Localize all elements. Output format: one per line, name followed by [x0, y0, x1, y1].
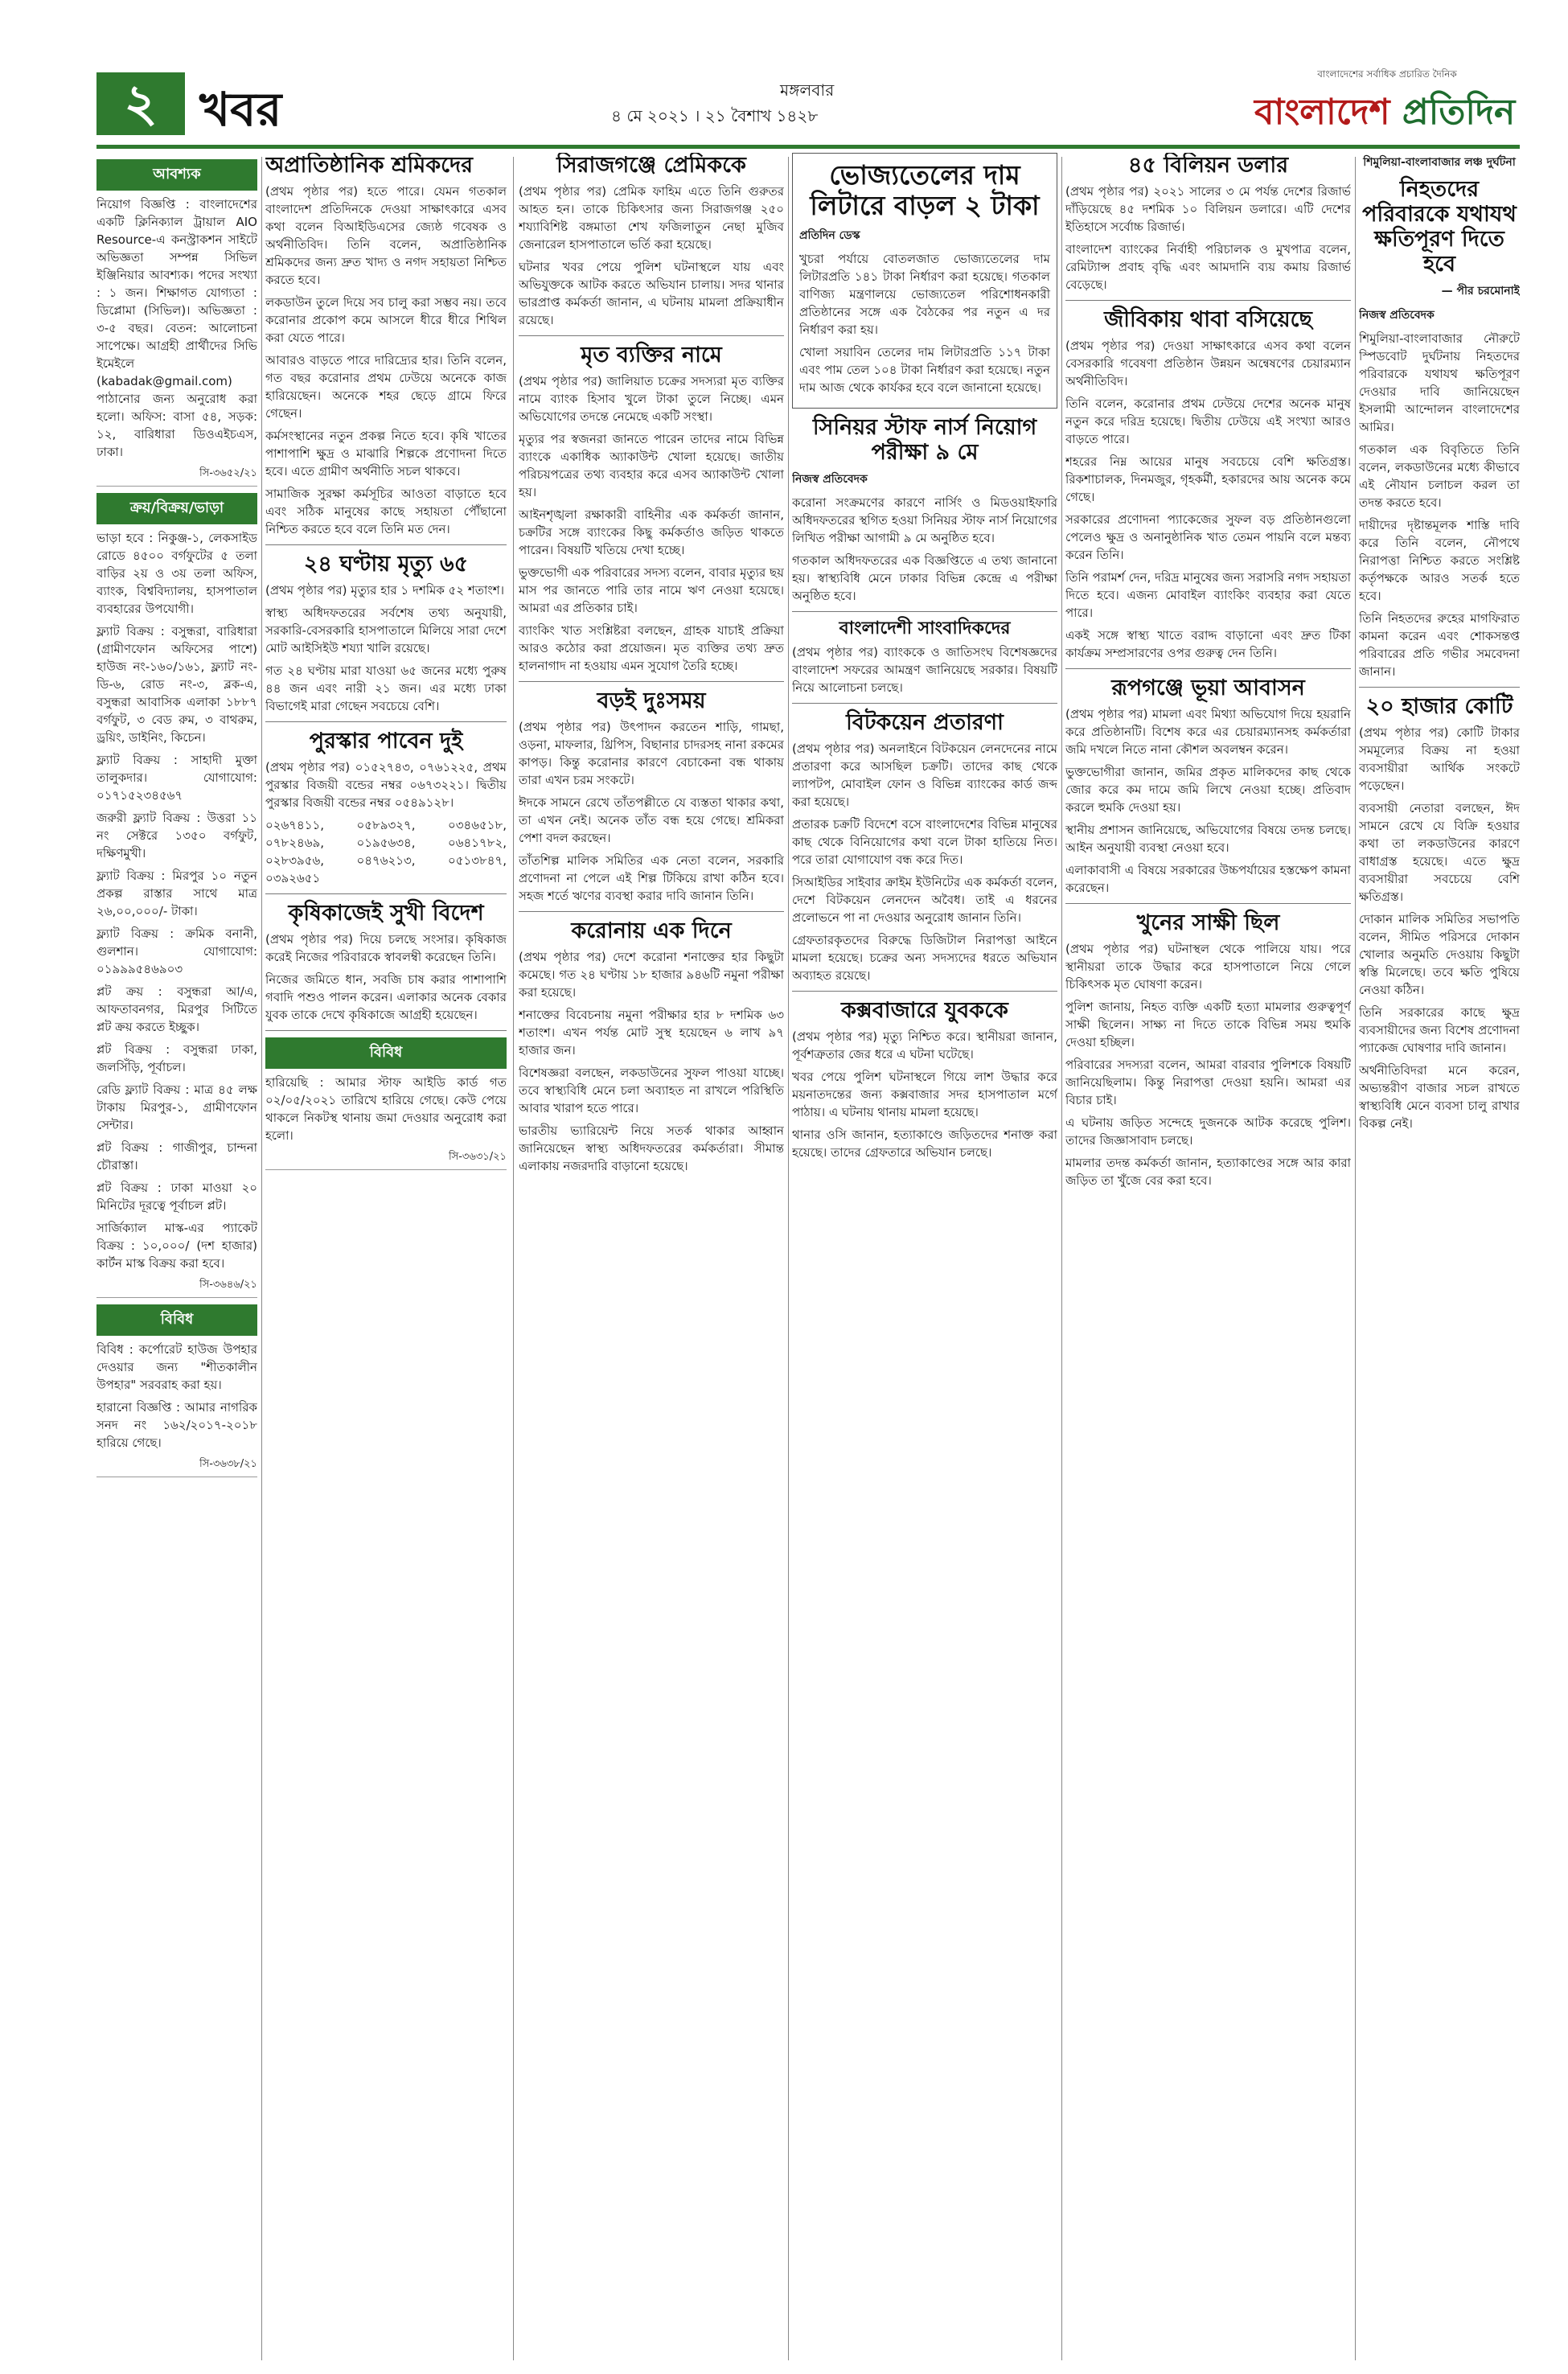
classified-ad: প্লট বিক্রয় : গাজীপুর, চান্দনা চৌরাস্তা।	[96, 1140, 257, 1173]
column-divider	[1355, 157, 1356, 2360]
article-paragraph: (প্রথম পৃষ্ঠার পর) কোটি টাকার সমমূল্যের বিক্রয় না হওয়া ব্যবসায়ীরা আর্থিক সংকটে পড়েছেন।	[1359, 725, 1520, 794]
article-headline: ২০ হাজার কোটি	[1365, 694, 1513, 720]
article-divider	[1065, 668, 1351, 669]
article-paragraph: শনাক্তের বিবেচনায় নমুনা পরীক্ষার হার ৮ দশমিক ৬৩ শতাংশ। এখন পর্যন্ত মোট সুস্থ হয়েছেন ৬ লাখ ৯৭ হাজার জন।	[519, 1008, 784, 1058]
article-paragraph: সরকারের প্রণোদনা প্যাকেজের সুফল বড় প্রতিষ্ঠানগুলো পেলেও ক্ষুদ্র ও অনানুষ্ঠানিক খাত তেমন পায়নি বলে মন্তব্য করেন তিনি।	[1065, 512, 1351, 563]
article-paragraph: ব্যবসায়ী নেতারা বলছেন, ঈদ সামনে রেখে যে বিক্রি হওয়ার কথা তা লকডাউনের কারণে বাধাগ্রস্ত হয়েছে। এতে ক্ষুদ্র ব্যবসায়ীরা সবচেয়ে বেশি ক্ষতিগ্রস্ত।	[1359, 801, 1520, 905]
classified-ad: রেডি ফ্ল্যাট বিক্রয় : মাত্র ৪৫ লক্ষ টাকায় মিরপুর-১, গ্রামীণফোন সেন্টার।	[96, 1082, 257, 1132]
classified-section-heading: বিবিধ	[96, 1304, 257, 1336]
article-paragraph: ব্যাংকিং খাত সংশ্লিষ্টরা বলছেন, গ্রাহক যাচাই প্রক্রিয়া আরও কঠোর করা প্রয়োজন। মৃত ব্যক্তির তথ্য দ্রুত হালনাগাদ না হওয়ায় এমন সুযোগ তৈরি হচ্ছে।	[519, 623, 784, 674]
article-kicker: শিমুলিয়া-বাংলাবাজার লঞ্চ দুর্ঘটনা	[1363, 156, 1516, 169]
article-headline: সিনিয়র স্টাফ নার্স নিয়োগ পরীক্ষা ৯ মে	[812, 414, 1037, 465]
classified-ad: সার্জিক্যাল মাস্ক-এর প্যাকেট বিক্রয় : ১০,০০০/ (দশ হাজার) কার্টন মাস্ক বিক্রয় করা হবে।	[96, 1221, 257, 1271]
article-divider	[265, 1030, 507, 1031]
article-byline: নিজস্ব প্রতিবেদক	[792, 472, 868, 486]
classified-ref: সি-৩৬৫২/২১	[96, 466, 257, 487]
article-paragraph: পরিবারের সদস্যরা বলেন, আমরা বারবার পুলিশকে বিষয়টি জানিয়েছিলাম। কিন্তু নিরাপত্তা দেওয়া হয়নি। আমরা এর বিচার চাই।	[1065, 1058, 1351, 1108]
article-divider	[1065, 903, 1351, 904]
classified-ad: হারানো বিজ্ঞপ্তি : আমার নাগরিক সনদ নং ১৬২/২০১৭-২০১৮ হারিয়ে গেছে।	[96, 1400, 257, 1450]
column-divider	[1061, 157, 1062, 2360]
article-attribution: — পীর চরমোনাই	[1441, 285, 1520, 298]
article-paragraph: ঈদকে সামনে রেখে তাঁতপল্লীতে যে ব্যস্ততা থাকার কথা, তা এখন নেই। অনেক তাঁত বন্ধ হয়ে গেছে। শ্রমিকরা পেশা বদল করছেন।	[519, 795, 784, 846]
article-headline: বাংলাদেশী সাংবাদিকদের	[839, 617, 1011, 639]
article-paragraph: আইনশৃঙ্খলা রক্ষাকারী বাহিনীর এক কর্মকর্তা জানান, চক্রটির সঙ্গে ব্যাংকের কিছু কর্মকর্তাও জড়িত থাকতে পারেন। বিষয়টি খতিয়ে দেখা হচ্ছে।	[519, 507, 784, 558]
article-byline: নিজস্ব প্রতিবেদক	[1359, 309, 1435, 322]
article-paragraph: (প্রথম পৃষ্ঠার পর) মৃত্যু নিশ্চিত করে। স্থানীয়রা জানান, পূর্বশত্রুতার জের ধরে এ ঘটনা ঘটেছে।	[792, 1029, 1057, 1062]
article-paragraph: (প্রথম পৃষ্ঠার পর) ঘটনাস্থল থেকে পালিয়ে যায়। পরে স্থানীয়রা তাকে উদ্ধার করে হাসপাতালে নিয়ে গেলে চিকিৎসক মৃত ঘোষণা করেন।	[1065, 942, 1351, 992]
featured-article-box	[792, 153, 1057, 409]
article-paragraph: লকডাউন তুলে দিয়ে সব চালু করা সম্ভব নয়। তবে করোনার প্রকোপ কমে আসলে ধীরে ধীরে শিথিল করা যেতে পারে।	[265, 295, 507, 346]
article-divider	[519, 911, 784, 912]
article-paragraph: শহরের নিম্ন আয়ের মানুষ সবচেয়ে বেশি ক্ষতিগ্রস্ত। রিকশাচালক, দিনমজুর, গৃহকর্মী, হকারদের আয় অনেক কমে গেছে।	[1065, 454, 1351, 505]
section-title: খবর	[199, 82, 282, 137]
article-paragraph: গত ২৪ ঘণ্টায় মারা যাওয়া ৬৫ জনের মধ্যে পুরুষ ৪৪ জন এবং নারী ২১ জন। এর মধ্যে ঢাকা বিভাগেই মারা গেছেন সবচেয়ে বেশি।	[265, 663, 507, 714]
article-headline: বড়ই দুঃসময়	[597, 688, 706, 714]
classified-ad: প্লট বিক্রয় : বসুন্ধরা ঢাকা, জলসিঁড়ি, পূর্বাচল।	[96, 1042, 257, 1074]
article-headline: করোনায় এক দিনে	[571, 918, 732, 944]
column-divider	[788, 157, 789, 2360]
classified-ad: নিয়োগ বিজ্ঞপ্তি : বাংলাদেশের একটি ক্লিনিক্যাল ট্রায়াল AIO Resource-এ কনস্ট্রাকশন সাইটে অভিজ্ঞতা সম্পন্ন সিভিল ইঞ্জিনিয়ার আবশ্যক। পদের সংখ্যা : ১ জন। শিক্ষাগত যোগ্যতা : ডিপ্লোমা (সিভিল)। অভিজ্ঞতা : ৩-৫ বছর। বেতন: আলোচনা সাপেক্ষে। আগ্রহী প্রার্থীদের সিভি ইমেইলে (kabadak@gmail.com) পাঠানোর জন্য অনুরোধ করা হলো। অফিস: বাসা ৫৪, সড়ক: ১২, বারিধারা ডিওএইচএস, ঢাকা।	[96, 197, 257, 459]
classified-ad: প্লট ক্রয় : বসুন্ধরা আ/এ, আফতাবনগর, মিরপুর সিটিতে প্লট ক্রয় করতে ইচ্ছুক।	[96, 984, 257, 1034]
article-paragraph: একই সঙ্গে স্বাস্থ্য খাতে বরাদ্দ বাড়ানো এবং দ্রুত টিকা কার্যক্রম সম্প্রসারণের ওপর গুরুত্ব দেন তিনি।	[1065, 628, 1351, 661]
article-paragraph: গতকাল এক বিবৃতিতে তিনি বলেন, লকডাউনের মধ্যে কীভাবে এই নৌযান চলাচল করল তা তদন্ত করতে হবে।	[1359, 442, 1520, 511]
article-paragraph: এ ঘটনায় জড়িত সন্দেহে দুজনকে আটক করেছে পুলিশ। তাদের জিজ্ঞাসাবাদ চলছে।	[1065, 1115, 1351, 1148]
article-headline: কৃষিকাজেই সুখী বিদেশ	[288, 901, 484, 926]
article-paragraph: (প্রথম পৃষ্ঠার পর) উৎপাদন করতেন শাড়ি, গামছা, ওড়না, মাফলার, থ্রিপিস, বিছানার চাদরসহ নানা রকমের কাপড়। কিন্তু করোনার কারণে বেচাকেনা বন্ধ থাকায় তারা এখন চরম সংকটে।	[519, 720, 784, 788]
news-column-3	[519, 153, 784, 2356]
article-paragraph: তিনি নিহতদের রুহের মাগফিরাত কামনা করেন এবং শোকসন্তপ্ত পরিবারের প্রতি গভীর সমবেদনা জানান।	[1359, 611, 1520, 680]
article-paragraph: (প্রথম পৃষ্ঠার পর) মামলা এবং মিথ্যা অভিযোগ দিয়ে হয়রানি করে প্রতিষ্ঠানটি। বিশেষ করে এর চেয়ারম্যানসহ কর্মকর্তারা জমি দখলে নিতে নানা কৌশল অবলম্বন করেন।	[1065, 707, 1351, 758]
article-paragraph: খবর পেয়ে পুলিশ ঘটনাস্থলে গিয়ে লাশ উদ্ধার করে ময়নাতদন্তের জন্য কক্সবাজার সদর হাসপাতাল মর্গে পাঠায়। এ ঘটনায় থানায় মামলা হয়েছে।	[792, 1070, 1057, 1120]
article-paragraph: ভারতীয় ভ্যারিয়েন্ট নিয়ে সতর্ক থাকার আহ্বান জানিয়েছেন স্বাস্থ্য অধিদফতরের কর্মকর্তারা। সীমান্ত এলাকায় নজরদারি বাড়ানো হয়েছে।	[519, 1123, 784, 1174]
article-paragraph: তিনি বলেন, করোনার প্রথম ঢেউয়ে দেশের অনেক মানুষ নতুন করে দরিদ্র হয়েছে। দ্বিতীয় ঢেউয়ে এই সংখ্যা আরও বাড়তে পারে।	[1065, 396, 1351, 447]
article-divider	[1359, 687, 1520, 688]
article-paragraph: ভুক্তভোগী এক পরিবারের সদস্য বলেন, বাবার মৃত্যুর ছয় মাস পর জানতে পারি তার নামে ঋণ নেওয়া হয়েছে। আমরা এর প্রতিকার চাই।	[519, 565, 784, 616]
article-paragraph: মামলার তদন্ত কর্মকর্তা জানান, হত্যাকাণ্ডের সঙ্গে আর কারা জড়িত তা খুঁজে বের করা হবে।	[1065, 1156, 1351, 1189]
classified-ad: বিবিধ : কর্পোরেট হাউজ উপহার দেওয়ার জন্য "শীতকালীন উপহার" সরবরাহ করা হয়।	[96, 1342, 257, 1392]
article-paragraph: তিনি পরামর্শ দেন, দরিদ্র মানুষের জন্য সরাসরি নগদ সহায়তা দিতে হবে। এজন্য মোবাইল ব্যাংকিং ব্যবহার করা যেতে পারে।	[1065, 570, 1351, 621]
article-paragraph: এলাকাবাসী এ বিষয়ে সরকারের উচ্চপর্যায়ের হস্তক্ষেপ কামনা করেছেন।	[1065, 863, 1351, 896]
classified-ad: ভাড়া হবে : নিকুঞ্জ-১, লেকসাইড রোডে ৪৫০০ বর্গফুটের ৫ তলা বাড়ির ২য় ও ৩য় তলা অফিস, ব্যাংক, বিশ্ববিদ্যালয়, হাসপাতাল ব্যবহারের উপযোগী।	[96, 531, 257, 616]
article-headline: পুরস্কার পাবেন দুই	[309, 729, 463, 754]
article-paragraph: খুচরা পর্যায়ে বোতলজাত ভোজ্যতেলের দাম লিটারপ্রতি ১৪১ টাকা নির্ধারণ করা হয়েছে। গতকাল বাণিজ্য মন্ত্রণালয়ে ভোজ্যতেল পরিশোধনকারী প্রতিষ্ঠানের সঙ্গে এক বৈঠকের পর নতুন এ দর নির্ধারণ করা হয়।	[799, 251, 1050, 337]
issue-day: মঙ্গলবার	[780, 80, 835, 100]
logo-part-1: বাংলাদেশ	[1254, 92, 1402, 133]
article-paragraph: ভুক্তভোগীরা জানান, জমির প্রকৃত মালিকদের কাছ থেকে জোর করে কম দামে জমি লিখে নেওয়া হচ্ছে। প্রতিবাদ করলে হুমকি দেওয়া হয়।	[1065, 765, 1351, 815]
article-paragraph: (প্রথম পৃষ্ঠার পর) অনলাইনে বিটকয়েন লেনদেনের নামে প্রতারণা করে আসছিল চক্রটি। তাদের কাছ থেকে ল্যাপটপ, মোবাইল ফোন ও বিভিন্ন ব্যাংকের কার্ড জব্দ করা হয়েছে।	[792, 741, 1057, 810]
article-paragraph: প্রতারক চক্রটি বিদেশে বসে বাংলাদেশের বিভিন্ন মানুষের কাছ থেকে বিনিয়োগের কথা বলে টাকা হাতিয়ে নিত। পরে তারা যোগাযোগ বন্ধ করে দিত।	[792, 817, 1057, 868]
article-paragraph: (প্রথম পৃষ্ঠার পর) মৃত্যুর হার ১ দশমিক ৫২ শতাংশ।	[265, 583, 505, 598]
classified-ad: প্লট বিক্রয় : ঢাকা মাওয়া ২০ মিনিটের দূরত্বে পূর্বাচল প্লট।	[96, 1181, 257, 1213]
section-heading: বিবিধ	[265, 1037, 507, 1069]
classified-section-heading: ক্রয়/বিক্রয়/ভাড়া	[96, 493, 257, 524]
article-paragraph: সিআইডির সাইবার ক্রাইম ইউনিটের এক কর্মকর্তা বলেন, দেশে বিটকয়েন লেনদেন অবৈধ। তাই এ ধরনের প্রলোভনে পা না দেওয়ার অনুরোধ জানান তিনি।	[792, 875, 1057, 926]
article-headline: ২৪ ঘণ্টায় মৃত্যু ৬৫	[303, 552, 469, 577]
article-paragraph: ০২৬৭৪১১, ০৫৮৯৩২৭, ০৩৪৬৫১৮, ০৭৮২৪৬৯, ০১৯৫৬৩৪, ০৬৪১৭৮২, ০২৮৩৯৫৬, ০৪৭৬২১৩, ০৫১৩৮৪৭, ০৩৯২৬৫১	[265, 818, 507, 886]
article-paragraph: (প্রথম পৃষ্ঠার পর) দেওয়া সাক্ষাৎকারে এসব কথা বলেন বেসরকারি গবেষণা প্রতিষ্ঠান উন্নয়ন অন্বেষণের চেয়ারম্যান অর্থনীতিবিদ।	[1065, 339, 1351, 389]
article-paragraph: পুলিশ জানায়, নিহত ব্যক্তি একটি হত্যা মামলার গুরুত্বপূর্ণ সাক্ষী ছিলেন। সাক্ষ্য না দিতে তাকে বিভিন্ন সময় হুমকি দেওয়া হচ্ছিল।	[1065, 1000, 1351, 1050]
classified-ref: সি-৩৬৪৬/২১	[96, 1277, 257, 1298]
article-divider	[265, 721, 507, 722]
news-column-2	[265, 153, 507, 2356]
news-column-5	[1065, 153, 1351, 2356]
classified-ad: জরুরী ফ্ল্যাট বিক্রয় : উত্তরা ১১ নং সেক্টরে ১৩৫০ বর্গফুট, দক্ষিণমুখী।	[96, 811, 257, 860]
article-headline: মৃত ব্যক্তির নামে	[581, 343, 722, 368]
classified-ref: সি-৩৬৩১/২১	[265, 1149, 507, 1170]
article-paragraph: থানার ওসি জানান, হত্যাকাণ্ডে জড়িতদের শনাক্ত করা হয়েছে। তাদের গ্রেফতারে অভিযান চলছে।	[792, 1127, 1057, 1160]
article-byline: প্রতিদিন ডেস্ক	[799, 228, 860, 242]
article-headline: সিরাজগঞ্জে প্রেমিককে	[556, 153, 746, 178]
article-divider	[519, 681, 784, 682]
article-paragraph: তিনি সরকারের কাছে ক্ষুদ্র ব্যবসায়ীদের জন্য বিশেষ প্রণোদনা প্যাকেজ ঘোষণার দাবি জানান।	[1359, 1005, 1520, 1056]
article-divider	[1065, 300, 1351, 301]
article-paragraph: স্বাস্থ্য অধিদফতরের সর্বশেষ তথ্য অনুযায়ী, সরকারি-বেসরকারি হাসপাতালে মিলিয়ে সারা দেশে মোট আইসিইউ শয্যা খালি রয়েছে।	[265, 606, 507, 656]
article-headline: ভোজ্যতেলের দাম লিটারে বাড়ল ২ টাকা	[810, 159, 1040, 221]
masthead	[96, 68, 1520, 145]
article-paragraph: খোলা সয়াবিন তেলের দাম লিটারপ্রতি ১১৭ টাকা এবং পাম তেল ১০৪ টাকা নির্ধারণ করা হয়েছে। নতুন দাম আজ থেকে কার্যকর হবে বলে জানানো হয়েছে।	[799, 344, 1050, 395]
article-headline: বিটকয়েন প্রতারণা	[846, 710, 1004, 736]
article-paragraph: (প্রথম পৃষ্ঠার পর) দিয়ে চলছে সংসার। কৃষিকাজ করেই নিজের পরিবারকে স্বাবলম্বী করেছেন তিনি।	[265, 932, 507, 965]
column-divider	[261, 157, 262, 2360]
article-paragraph: (প্রথম পৃষ্ঠার পর) জালিয়াত চক্রের সদস্যরা মৃত ব্যক্তির নামে ব্যাংক হিসাব খুলে টাকা তুলে নিচ্ছে। এমন অভিযোগের তদন্তে নেমেছে একটি সংস্থা।	[519, 374, 784, 425]
article-paragraph: বাংলাদেশ ব্যাংকের নির্বাহী পরিচালক ও মুখপাত্র বলেন, রেমিট্যান্স প্রবাহ বৃদ্ধি এবং আমদানি ব্যয় কমায় রিজার্ভ বেড়েছে।	[1065, 242, 1351, 293]
article-paragraph: বিশেষজ্ঞরা বলছেন, লকডাউনের সুফল পাওয়া যাচ্ছে। তবে স্বাস্থ্যবিধি মেনে চলা অব্যাহত না রাখলে পরিস্থিতি আবার খারাপ হতে পারে।	[519, 1066, 784, 1116]
logo-part-2: প্রতিদিন	[1402, 92, 1516, 133]
article-headline: নিহতদের পরিবারকে যথাযথ ক্ষতিপূরণ দিতে হবে	[1362, 177, 1517, 277]
article-paragraph: (প্রথম পৃষ্ঠার পর) প্রেমিক ফাহিম এতে তিনি গুরুতর আহত হন। তাকে চিকিৎসার জন্য সিরাজগঞ্জ ২৫০ শয্যাবিশিষ্ট বঙ্গমাতা শেখ ফজিলাতুন নেছা মুজিব জেনারেল হাসপাতালে ভর্তি করা হয়েছে।	[519, 184, 784, 253]
article-paragraph: গতকাল অধিদফতরের এক বিজ্ঞপ্তিতে এ তথ্য জানানো হয়। স্বাস্থ্যবিধি মেনে ঢাকার বিভিন্ন কেন্দ্রে এ পরীক্ষা অনুষ্ঠিত হবে।	[792, 552, 1057, 603]
news-column-6	[1359, 153, 1520, 2356]
issue-date: ৪ মে ২০২১ । ২১ বৈশাখ ১৪২৮	[611, 106, 819, 125]
article-paragraph: (প্রথম পৃষ্ঠার পর) হতে পারে। যেমন গতকাল বাংলাদেশ প্রতিদিনকে দেওয়া সাক্ষাৎকারে এসব কথা বলেন বিআইডিএসের জ্যেষ্ঠ গবেষক ও অর্থনীতিবিদ। তিনি বলেন, অপ্রাতিষ্ঠানিক শ্রমিকদের জন্য দ্রুত খাদ্য ও নগদ সহায়তা নিশ্চিত করতে হবে।	[265, 184, 507, 288]
article-paragraph: গ্রেফতারকৃতদের বিরুদ্ধে ডিজিটাল নিরাপত্তা আইনে মামলা হয়েছে। চক্রের অন্য সদস্যদের ধরতে অভিযান অব্যাহত রয়েছে।	[792, 933, 1057, 984]
article-divider	[265, 544, 507, 545]
article-paragraph: নিজের জমিতে ধান, সবজি চাষ করার পাশাপাশি গবাদি পশুও পালন করেন। এলাকার অনেক বেকার যুবক তাকে দেখে কৃষিকাজে আগ্রহী হয়েছেন।	[265, 972, 507, 1023]
masthead-rule	[96, 145, 1520, 149]
article-headline: ৪৫ বিলিয়ন ডলার	[1127, 153, 1289, 178]
logo-tagline: বাংলাদেশের সর্বাধিক প্রচারিত দৈনিক	[1317, 68, 1457, 80]
article-divider	[265, 893, 507, 894]
article-headline: অপ্রাতিষ্ঠানিক শ্রমিকদের	[265, 153, 474, 178]
article-paragraph: (প্রথম পৃষ্ঠার পর) ব্যাংককে ও জাতিসংঘ বিশেষজ্ঞদের বাংলাদেশ সফরের আমন্ত্রণ জানিয়েছে সরকার। বিষয়টি নিয়ে আলোচনা চলছে।	[792, 645, 1057, 696]
article-headline: জীবিকায় থাবা বসিয়েছে	[1104, 307, 1312, 333]
newspaper-logo	[1254, 68, 1520, 137]
article-divider	[792, 991, 1057, 992]
classified-ad: ফ্ল্যাট বিক্রয় : সাহাদী মুক্তা তালুকদার। যোগাযোগ: ০১৭১৫২৩৪৫৬৭	[96, 753, 257, 803]
article-divider	[519, 335, 784, 336]
article-paragraph: সামাজিক সুরক্ষা কর্মসূচির আওতা বাড়াতে হবে এবং সঠিক মানুষের কাছে সহায়তা পৌঁছানো নিশ্চিত করতে হবে বলে তিনি মত দেন।	[265, 487, 507, 537]
article-paragraph: তাঁতশিল্প মালিক সমিতির এক নেতা বলেন, সরকারি প্রণোদনা না পেলে এই শিল্প টিকিয়ে রাখা কঠিন হবে। সহজ শর্তে ঋণের ব্যবস্থা করার দাবি জানান তিনি।	[519, 853, 784, 904]
article-paragraph: মৃত্যুর পর স্বজনরা জানতে পারেন তাদের নামে বিভিন্ন ব্যাংকে একাধিক অ্যাকাউন্ট খোলা হয়েছে। জাতীয় পরিচয়পত্রের তথ্য ব্যবহার করে এসব অ্যাকাউন্ট খোলা হয়।	[519, 432, 784, 500]
article-paragraph: (প্রথম পৃষ্ঠার পর) দেশে করোনা শনাক্তের হার কিছুটা কমেছে। গত ২৪ ঘণ্টায় ১৮ হাজার ৯৪৬টি নমুনা পরীক্ষা করা হয়েছে।	[519, 950, 784, 1000]
article-paragraph: আবারও বাড়তে পারে দারিদ্র্যের হার। তিনি বলেন, গত বছর করোনার প্রথম ঢেউয়ে অনেকে কাজ হারিয়েছেন। অনেকে শহর ছেড়ে গ্রামে ফিরে গেছেন।	[265, 353, 507, 421]
article-divider	[792, 703, 1057, 704]
news-column-4	[792, 153, 1057, 2356]
column-divider	[513, 157, 514, 2360]
article-headline: কক্সবাজারে যুবককে	[841, 998, 1008, 1024]
classified-ad: ফ্ল্যাট বিক্রয় : বসুন্ধরা, বারিধারা (গ্রামীণফোন অফিসের পাশে) হাউজ নং-১৬০/১৬১, ফ্ল্যাট নং-ডি-৬, রোড নং-৩, ব্লক-এ, বসুন্ধরা আবাসিক এলাকা ১৮৮৭ বর্গফুট, ৩ বেড রুম, ৩ বাথরুম, ড্রয়িং, ডাইনিং, কিচেন।	[96, 624, 257, 745]
logo-wordmark	[1254, 85, 1520, 144]
article-paragraph: শিমুলিয়া-বাংলাবাজার নৌরুটে স্পিডবোট দুর্ঘটনায় নিহতদের পরিবারকে যথাযথ ক্ষতিপূরণ দেওয়ার দাবি জানিয়েছেন ইসলামী আন্দোলন বাংলাদেশের আমির।	[1359, 331, 1520, 435]
article-paragraph: অর্থনীতিবিদরা মনে করেন, অভ্যন্তরীণ বাজার সচল রাখতে স্বাস্থ্যবিধি মেনে ব্যবসা চালু রাখার বিকল্প নেই।	[1359, 1063, 1520, 1132]
article-paragraph: হারিয়েছি : আমার স্টাফ আইডি কার্ড গত ০২/০৫/২০২১ তারিখে হারিয়ে গেছে। কেউ পেয়ে থাকলে নিকটস্থ থানায় জমা দেওয়ার অনুরোধ করা হলো।	[265, 1075, 507, 1144]
article-paragraph: দোকান মালিক সমিতির সভাপতি বলেন, সীমিত পরিসরে দোকান খোলার অনুমতি দেওয়ায় কিছুটা স্বস্তি মিলেছে। তবে ক্ষতি পুষিয়ে নেওয়া কঠিন।	[1359, 912, 1520, 998]
classifieds-column	[96, 153, 257, 2356]
classified-section-heading: আবশ্যক	[96, 159, 257, 191]
article-headline: রূপগঞ্জে ভূয়া আবাসন	[1111, 676, 1305, 701]
article-paragraph: (প্রথম পৃষ্ঠার পর) ২০২১ সালের ৩ মে পর্যন্ত দেশের রিজার্ভ দাঁড়িয়েছে ৪৫ দশমিক ১০ বিলিয়ন ডলারে। এটি দেশের ইতিহাসে সর্বোচ্চ রিজার্ভ।	[1065, 184, 1351, 235]
article-headline: খুনের সাক্ষী ছিল	[1136, 910, 1280, 936]
classified-ref: সি-৩৬৩৮/২১	[96, 1456, 257, 1477]
classified-ad: ফ্ল্যাট বিক্রয় : ক্রমিক বনানী, গুলশান। যোগাযোগ: ০১৯৯৯৫৪৬৯০৩	[96, 926, 257, 976]
page-number: ২	[96, 72, 185, 135]
article-paragraph: দায়ীদের দৃষ্টান্তমূলক শাস্তি দাবি করে তিনি বলেন, নৌপথে নিরাপত্তা নিশ্চিত করতে সংশ্লিষ্ট কর্তৃপক্ষকে আরও সতর্ক হতে হবে।	[1359, 518, 1520, 604]
article-paragraph: (প্রথম পৃষ্ঠার পর) ০১৫২৭৪৩, ০৭৬১২২৫, প্রথম পুরস্কার বিজয়ী বন্ডের নম্বর ০৬৭৩২২১। দ্বিতীয় পুরস্কার বিজয়ী বন্ডের নম্বর ০৫৪৯১২৮।	[265, 760, 507, 811]
article-paragraph: ঘটনার খবর পেয়ে পুলিশ ঘটনাস্থলে যায় এবং অভিযুক্তকে আটক করতে অভিযান চালায়। সদর থানার ভারপ্রাপ্ত কর্মকর্তা জানান, এ ঘটনায় মামলা প্রক্রিয়াধীন রয়েছে।	[519, 260, 784, 328]
classified-ad: ফ্ল্যাট বিক্রয় : মিরপুর ১০ নতুন প্রকল্প রাস্তার সাথে মাত্র ২৬,০০,০০০/- টাকা।	[96, 869, 257, 918]
article-divider	[792, 611, 1057, 612]
article-paragraph: করোনা সংক্রমণের কারণে নার্সিং ও মিডওয়াইফারি অধিদফতরের স্থগিত হওয়া সিনিয়র স্টাফ নার্স নিয়োগের লিখিত পরীক্ষা আগামী ৯ মে অনুষ্ঠিত হবে।	[792, 495, 1057, 545]
article-paragraph: স্থানীয় প্রশাসন জানিয়েছে, অভিযোগের বিষয়ে তদন্ত চলছে। আইন অনুযায়ী ব্যবস্থা নেওয়া হবে।	[1065, 823, 1351, 856]
article-paragraph: কর্মসংস্থানের নতুন প্রকল্প নিতে হবে। কৃষি খাতের পাশাপাশি ক্ষুদ্র ও মাঝারি শিল্পকে প্রণোদনা দিতে হবে। এতে গ্রামীণ অর্থনীতি সচল থাকবে।	[265, 429, 507, 479]
